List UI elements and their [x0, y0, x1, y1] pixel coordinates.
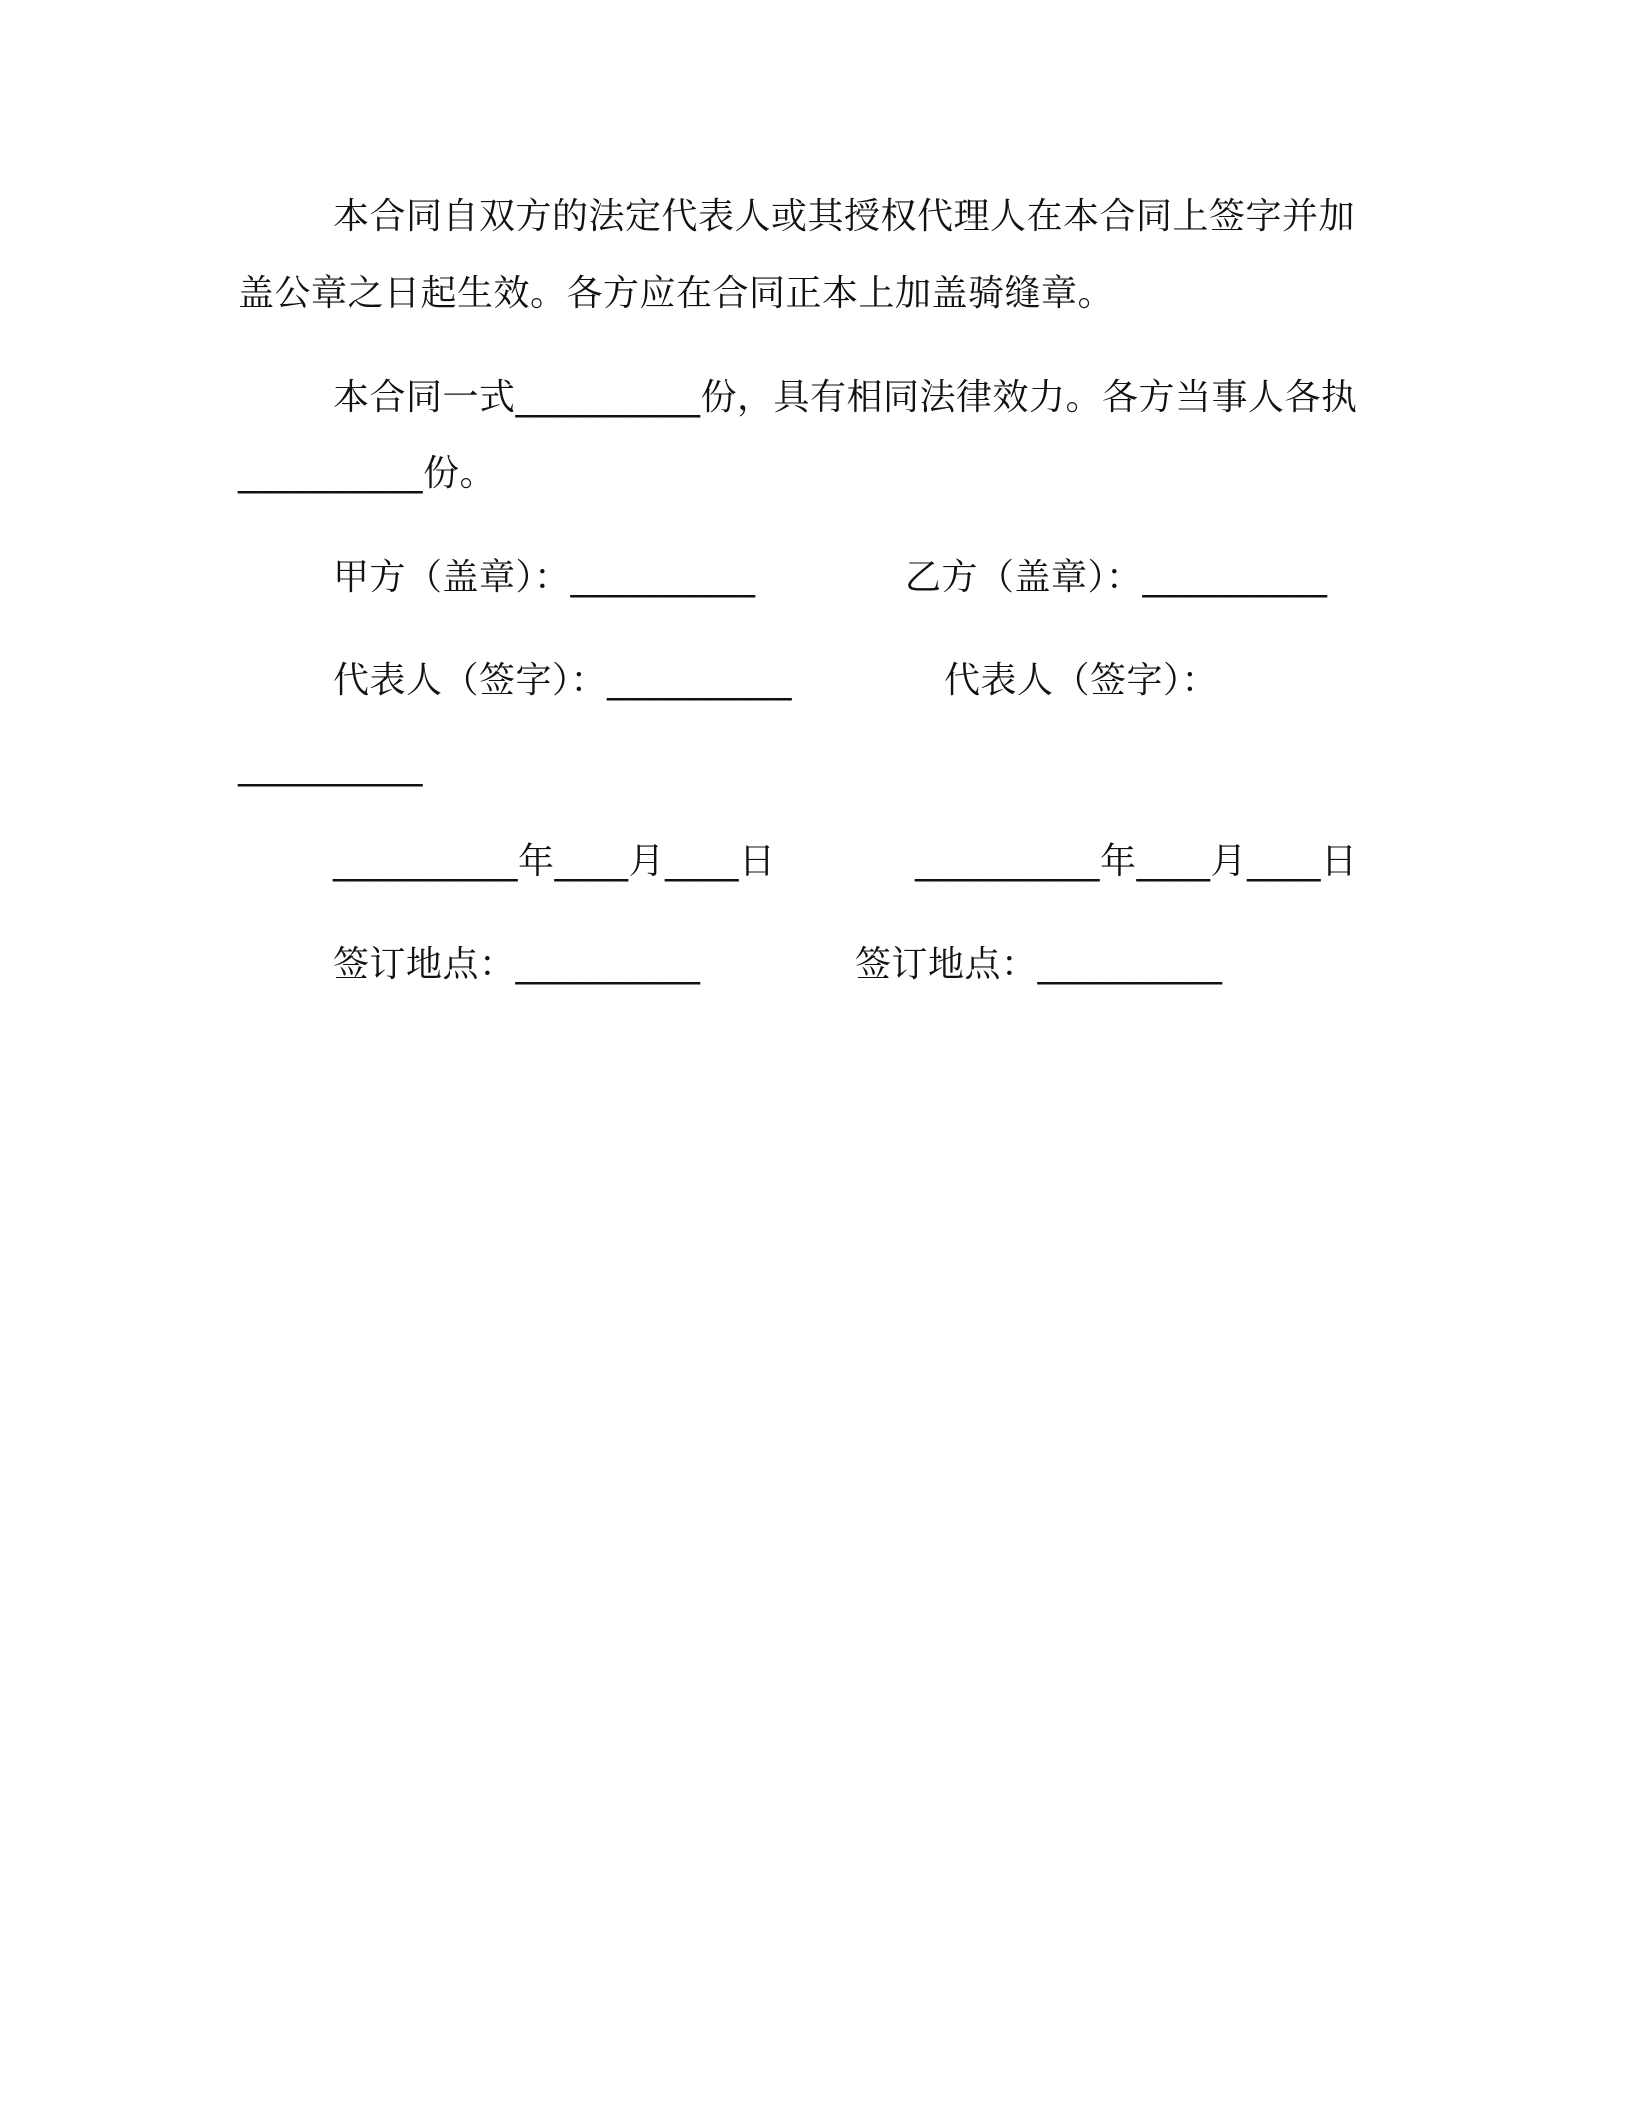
party-a-seal: 甲方（盖章）：__________	[333, 557, 756, 598]
party-a-date: __________年____月____日	[333, 841, 776, 882]
party-b-seal: 乙方（盖章）：__________	[905, 557, 1328, 598]
party-a-place: 签订地点：__________	[333, 944, 701, 985]
para2-line1: 本合同一式__________份，具有相同法律效力。各方当事人各执	[333, 377, 1358, 418]
party-b-date: __________年____月____日	[915, 841, 1358, 882]
party-b-representative-blank: __________	[238, 746, 423, 787]
para2-line2: __________份。	[238, 453, 497, 494]
party-a-representative: 代表人（签字）：__________	[333, 660, 793, 701]
party-b-place: 签订地点：__________	[855, 944, 1223, 985]
party-b-representative: 代表人（签字）：	[944, 660, 1219, 701]
para1-line2: 盖公章之日起生效。各方应在合同正本上加盖骑缝章。	[238, 273, 1115, 314]
para1-line1: 本合同自双方的法定代表人或其授权代理人在本合同上签字并加	[333, 196, 1356, 237]
